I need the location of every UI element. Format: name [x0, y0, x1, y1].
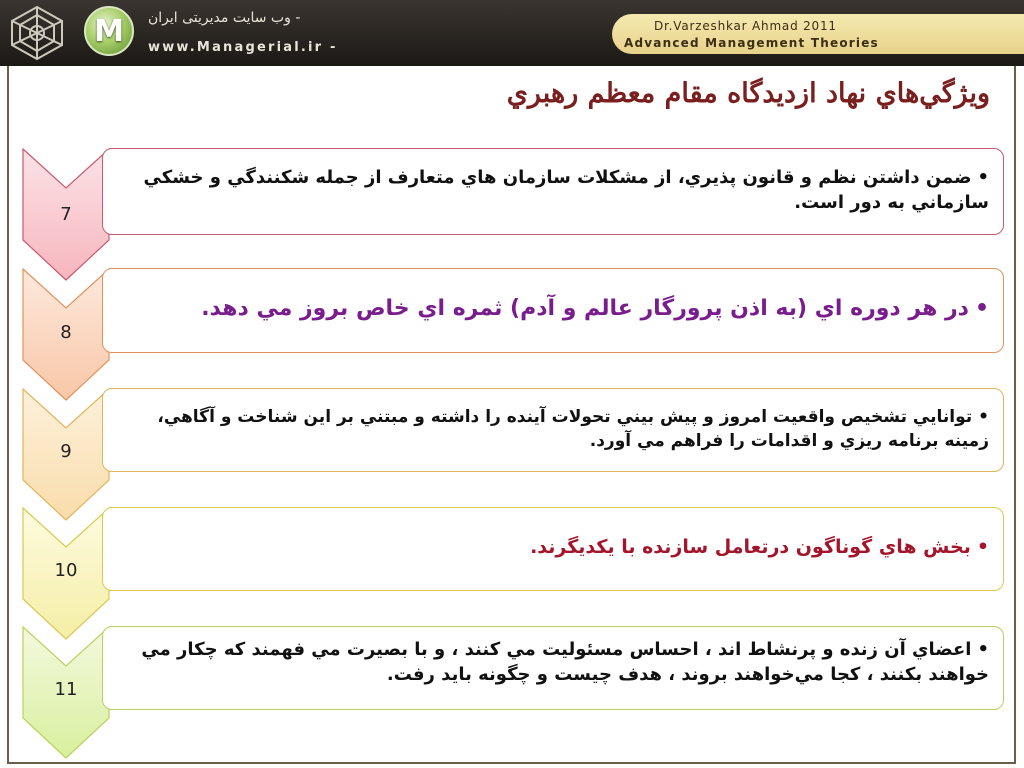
emblem-logo: [6, 4, 68, 62]
item-text: [117, 405, 989, 453]
item-number: 8: [60, 322, 72, 343]
item-box: [102, 268, 1004, 353]
site-name: - وب سایت مدیریتی ایران: [148, 10, 301, 26]
item-text: [117, 165, 989, 215]
item-text-content: اعضاي آن زنده و پرنشاط اند ، احساس مسئوليت مي كنند ، و با بصيرت مي فهمند كه چكار مي خواهند بكنند ، كجا مي‌خواهند بروند ، هدف چيست و چگونه بايد رفت.: [141, 639, 989, 685]
author-label: Dr.Varzeshkar Ahmad 2011: [654, 19, 837, 33]
bullet-icon: •: [974, 296, 989, 321]
item-box: [102, 626, 1004, 710]
course-label: Advanced Management Theories: [624, 36, 879, 50]
bullet-icon: •: [978, 407, 989, 427]
bullet-icon: •: [977, 167, 989, 188]
item-text-content: ضمن داشتن نظم و قانون پذيري، از مشكلات سازمان هاي متعارف از جمله شكنندگي و خشكي سازماني به دور است.: [143, 167, 989, 213]
item-number: 7: [60, 204, 72, 225]
item-text-content: توانايي تشخيص واقعيت امروز و پيش بيني تحولات آينده را داشته و مبتني بر اين شناخت و آگاهي، زمينه برنامه ريزي و اقدامات را فراهم مي آورد.: [157, 407, 989, 451]
item-box: [102, 148, 1004, 235]
item-number: 10: [54, 560, 78, 581]
item-box: [102, 507, 1004, 591]
item-text: [117, 294, 989, 323]
item-box: [102, 388, 1004, 472]
page-title: ويژگي‌هاي نهاد ازديدگاه مقام معظم رهبري: [506, 78, 990, 109]
item-number: 11: [54, 679, 78, 700]
item-number: 9: [60, 441, 72, 462]
header-bar: [0, 0, 1024, 66]
bullet-icon: •: [977, 639, 989, 660]
logo-letter: M: [94, 13, 124, 49]
site-url[interactable]: www.Managerial.ir -: [148, 40, 338, 55]
item-text-content: در هر دوره اي (به اذن پرورگار عالم و آدم) ثمره اي خاص بروز مي دهد.: [201, 296, 969, 321]
item-text: [117, 534, 989, 560]
managerial-logo: [84, 6, 134, 56]
item-text-content: بخش هاي گوناگون درتعامل سازنده با يكديگرند.: [530, 536, 971, 558]
course-banner: [612, 14, 1024, 54]
item-text: [117, 637, 989, 687]
bullet-icon: •: [976, 536, 989, 558]
